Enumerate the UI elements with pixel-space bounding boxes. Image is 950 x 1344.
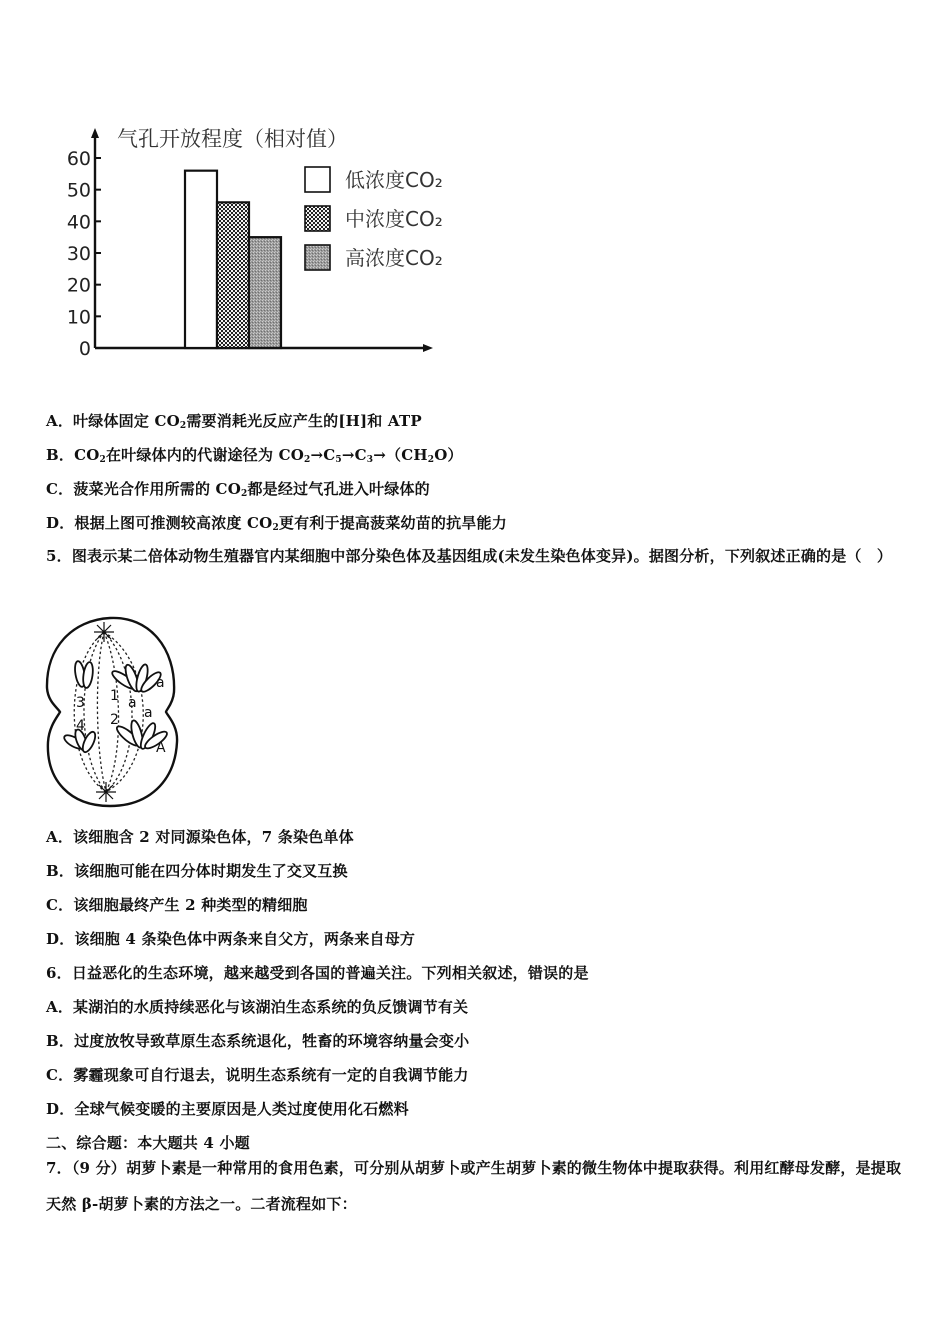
chromosome-label-1: 1 bbox=[110, 688, 119, 704]
y-tick-label: 20 bbox=[66, 274, 91, 297]
bar-high-co2 bbox=[249, 237, 281, 348]
q6-option-a: A．某湖泊的水质持续恶化与该湖泊生态系统的负反馈调节有关 bbox=[46, 998, 469, 1016]
q6-option-c: C．雾霾现象可自行退去，说明生态系统有一定的自我调节能力 bbox=[46, 1066, 469, 1084]
gene-label-a-3: a bbox=[156, 675, 165, 691]
y-tick-label: 10 bbox=[66, 306, 91, 329]
q6-stem: 6．日益恶化的生态环境，越来越受到各国的普遍关注。下列相关叙述，错误的是 bbox=[46, 964, 589, 982]
q5-stem: 5．图表示某二倍体动物生殖器官内某细胞中部分染色体及基因组成(未发生染色体变异)。据图分析，下列叙述正确的是（ ） bbox=[46, 547, 893, 565]
bar-low-co2 bbox=[185, 171, 217, 348]
q5-option-d: D．该细胞 4 条染色体中两条来自父方，两条来自母方 bbox=[46, 930, 416, 948]
legend-low-co2-label: 低浓度CO₂ bbox=[345, 168, 443, 192]
q5-option-a: A．该细胞含 2 对同源染色体，7 条染色单体 bbox=[46, 828, 354, 846]
q4-option-d: D．根据上图可推测较高浓度 $CO_2$更有利于提高菠菜幼苗的抗旱能力 bbox=[46, 514, 507, 533]
q4-option-a: A．叶绿体固定 $CO_2$需要消耗光反应产生的[H]和 ATP bbox=[46, 412, 422, 431]
q6-option-b: B．过度放牧导致草原生态系统退化，牲畜的环境容纳量会变小 bbox=[46, 1032, 470, 1050]
chart-title: 气孔开放程度（相对值） bbox=[117, 127, 348, 151]
bars bbox=[185, 171, 281, 348]
chromosome-label-2: 2 bbox=[110, 712, 119, 728]
gene-label-a-1: a bbox=[128, 695, 137, 711]
y-tick-label: 0 bbox=[78, 338, 91, 360]
cell-division-figure bbox=[44, 614, 184, 810]
bar-mid-co2 bbox=[217, 202, 249, 348]
legend-high-co2-swatch bbox=[305, 245, 330, 270]
chart-legend bbox=[305, 167, 443, 270]
y-tick-label: 30 bbox=[66, 243, 91, 265]
gene-label-a-2: a bbox=[144, 705, 153, 721]
q4-option-c: C．菠菜光合作用所需的 $CO_2$都是经过气孔进入叶绿体的 bbox=[46, 480, 430, 499]
legend-mid-co2-swatch bbox=[305, 206, 330, 231]
legend-mid-co2-label: 中浓度CO₂ bbox=[345, 207, 443, 231]
q5-option-b: B．该细胞可能在四分体时期发生了交叉互换 bbox=[46, 862, 348, 880]
y-tick-label: 40 bbox=[66, 211, 91, 234]
y-tick-label: 60 bbox=[66, 148, 91, 170]
stomata-chart bbox=[55, 120, 455, 370]
q5-option-c: C．该细胞最终产生 2 种类型的精细胞 bbox=[46, 896, 308, 914]
section-2-title: 二、综合题：本大题共 4 小题 bbox=[46, 1134, 250, 1152]
legend-low-co2-swatch bbox=[305, 167, 330, 192]
chromosome-label-4: 4 bbox=[76, 718, 85, 734]
y-tick-label: 50 bbox=[66, 179, 91, 202]
q6-option-d: D．全球气候变暖的主要原因是人类过度使用化石燃料 bbox=[46, 1100, 409, 1118]
chromosome-label-3: 3 bbox=[76, 695, 85, 711]
q4-option-b: B．$CO_2$在叶绿体内的代谢途径为 $CO_2\to C_5\to C_3\to(CH_2O)$ bbox=[46, 446, 463, 465]
legend-high-co2-label: 高浓度CO₂ bbox=[345, 246, 443, 270]
gene-label-A: A bbox=[156, 740, 166, 756]
q7-stem: 7．（9 分）胡萝卜素是一种常用的食用色素，可分别从胡萝卜或产生胡萝卜素的微生物体中提取获得。利用红酵母发酵，是提取天然 β-胡萝卜素的方法之一。二者流程如下： bbox=[46, 1159, 902, 1213]
